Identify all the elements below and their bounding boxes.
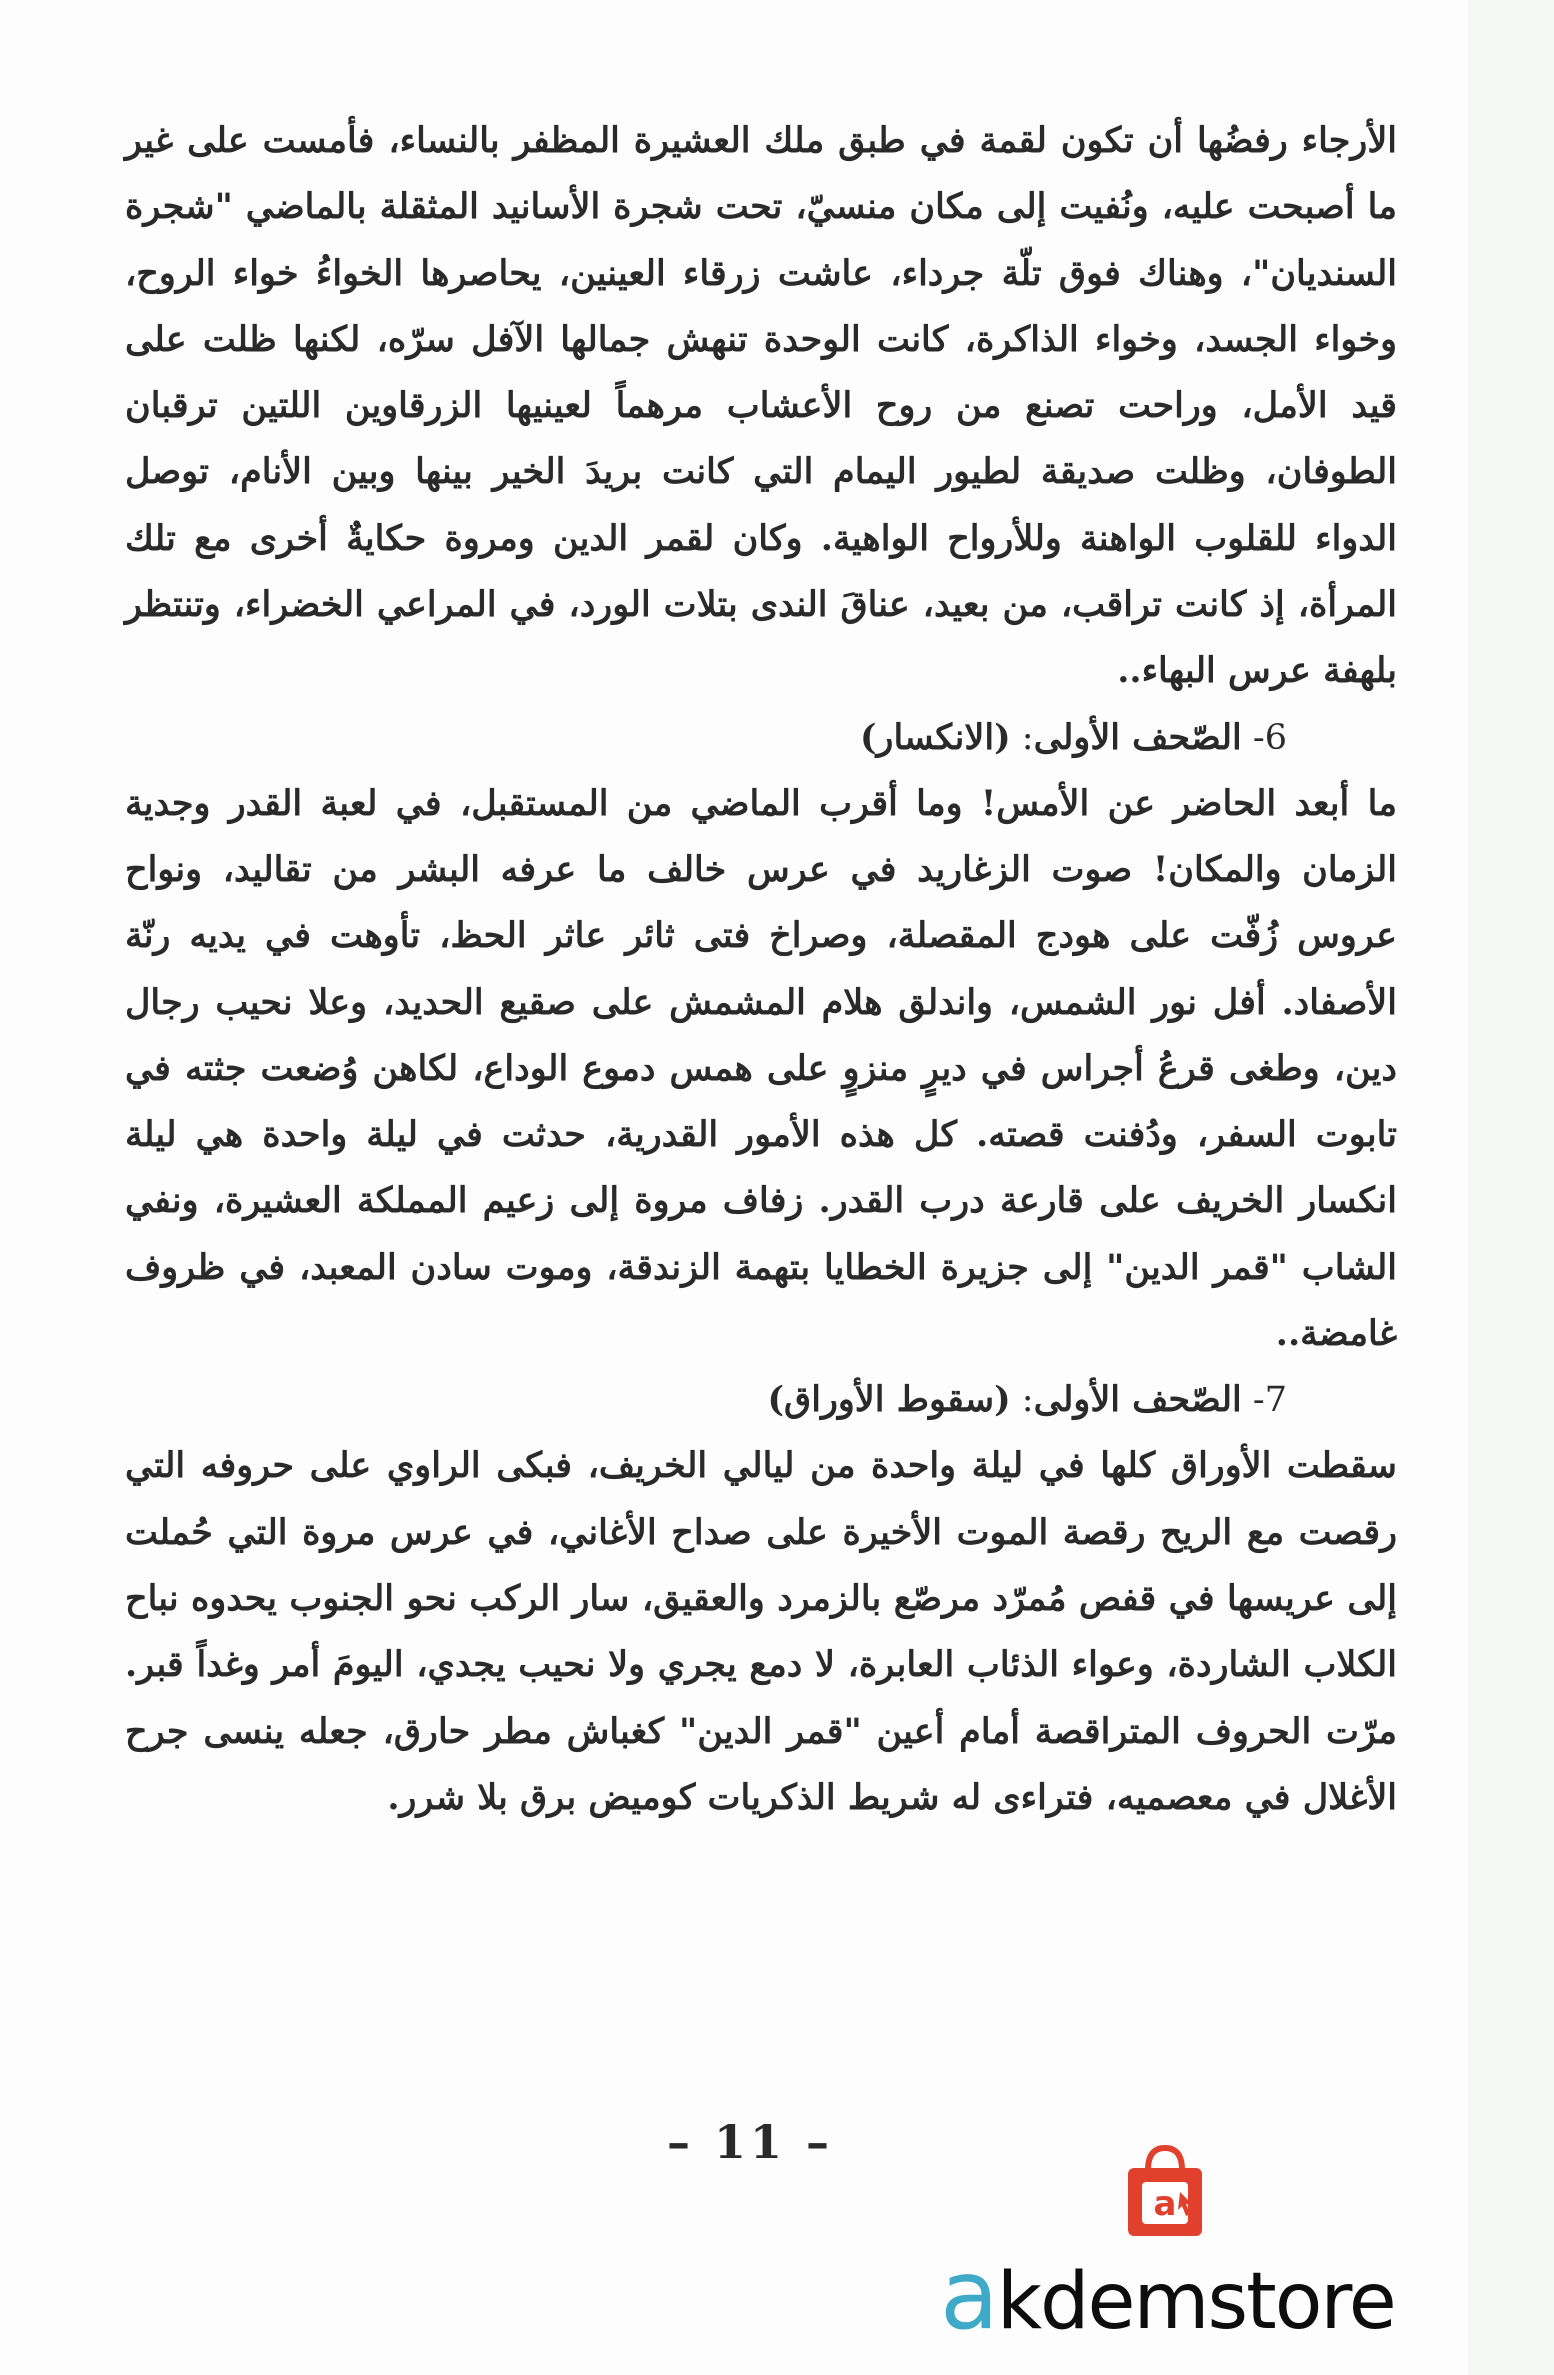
page-body: [125, 108, 1397, 1831]
akdemstore-watermark: [940, 2140, 1395, 2370]
section-7-label: الصّحف الأولى: [1033, 1379, 1242, 1421]
section-7-heading: 7- الصّحف الأولى: (سقوط الأوراق): [767, 1379, 1287, 1421]
section-6-title: (الانكسار): [859, 716, 1011, 758]
section-6-paragraph: ما أبعد الحاضر عن الأمس! وما أقرب الماضي من المستقبل، في لعبة القدر وجدية الزمان والمكان! صوت الزغاريد في عرس خالف ما عرفه البشر من تقاليد، ونواح عروس زُفّت على هودج المقصلة، وصراخ فتى ثائر عاثر الحظ، تأوهت في يديه رنّة الأصفاد. أفل نور الشمس، واندلق هلام المشمش على صقيع الحديد، وعلا نحيب رجال دين، وطغى قرعُ أجراس في ديرٍ منزوٍ على همس دموع الوداع، لكاهن وُضعت جثته في تابوت السفر، ودُفنت قصته. كل هذه الأمور القدرية، حدثت في ليلة واحدة هي ليلة انكسار الخريف على قارعة درب القدر. زفاف مروة إلى زعيم المملكة العشيرة، ونفي الشاب "قمر الدين" إلى جزيرة الخطايا بتهمة الزندقة، وموت سادن المعبد، في ظروف غامضة..: [125, 782, 1397, 1355]
brand-name: [940, 2239, 1395, 2351]
section-7-title: (سقوط الأوراق): [767, 1379, 1011, 1421]
section-7-paragraph: سقطت الأوراق كلها في ليلة واحدة من ليالي الخريف، فبكى الراوي على حروفه التي رقصت مع الريح رقصة الموت الأخيرة على صداح الأغاني، في عرس مروة التي حُملت إلى عريسها في قفص مُمرّد مرصّع بالزمرد والعقيق، سار الركب نحو الجنوب يحدوه نباح الكلاب الشاردة، وعواء الذئاب العابرة، لا دمع يجري ولا نحيب يجدي، اليومَ أمر وغداً قبر. مرّت الحروف المتراقصة أمام أعين "قمر الدين" كغباش مطر حارق، جعله ينسى جرح الأغلال في معصميه، فتراءى له شريط الذكريات كوميض برق بلا شرر.: [125, 1445, 1397, 1818]
section-6-label: الصّحف الأولى: [1033, 716, 1242, 758]
brand-first-letter: a: [940, 2239, 997, 2351]
brand-rest: kdemstore: [996, 2257, 1395, 2347]
section-6-number: 6-: [1252, 717, 1287, 758]
page-edge-strip: [1468, 0, 1554, 2375]
paragraph-top: الأرجاء رفضُها أن تكون لقمة في طبق ملك العشيرة المظفر بالنساء، فأمست على غير ما أصبحت عليه، ونُفيت إلى مكان منسيّ، تحت شجرة الأسانيد المثقلة بالماضي "شجرة السنديان"، وهناك فوق تلّة جرداء، عاشت زرقاء العينين، يحاصرها الخواءُ خواء الروح، وخواء الجسد، وخواء الذاكرة، كانت الوحدة تنهش جمالها الآفل سرّه، لكنها ظلت على قيد الأمل، وراحت تصنع من روح الأعشاب مرهماً لعينيها الزرقاوين اللتين ترقبان الطوفان، وظلت صديقة لطيور اليمام التي كانت بريدَ الخير بينها وبين الأنام، توصل الدواء للقلوب الواهنة وللأرواح الواهية. وكان لقمر الدين ومروة حكايةٌ أخرى مع تلك المرأة، إذ كانت تراقب، من بعيد، عناقَ الندى بتلات الورد، في المراعي الخضراء، وتنتظر بلهفة عرس البهاء..: [125, 120, 1397, 692]
page-number: – 11 –: [666, 2115, 834, 2169]
shopping-bag-icon: [1120, 2140, 1210, 2240]
bag-letter: a: [1153, 2184, 1177, 2224]
section-7-number: 7-: [1252, 1380, 1287, 1421]
section-6-heading: 6- الصّحف الأولى: (الانكسار): [859, 716, 1287, 758]
